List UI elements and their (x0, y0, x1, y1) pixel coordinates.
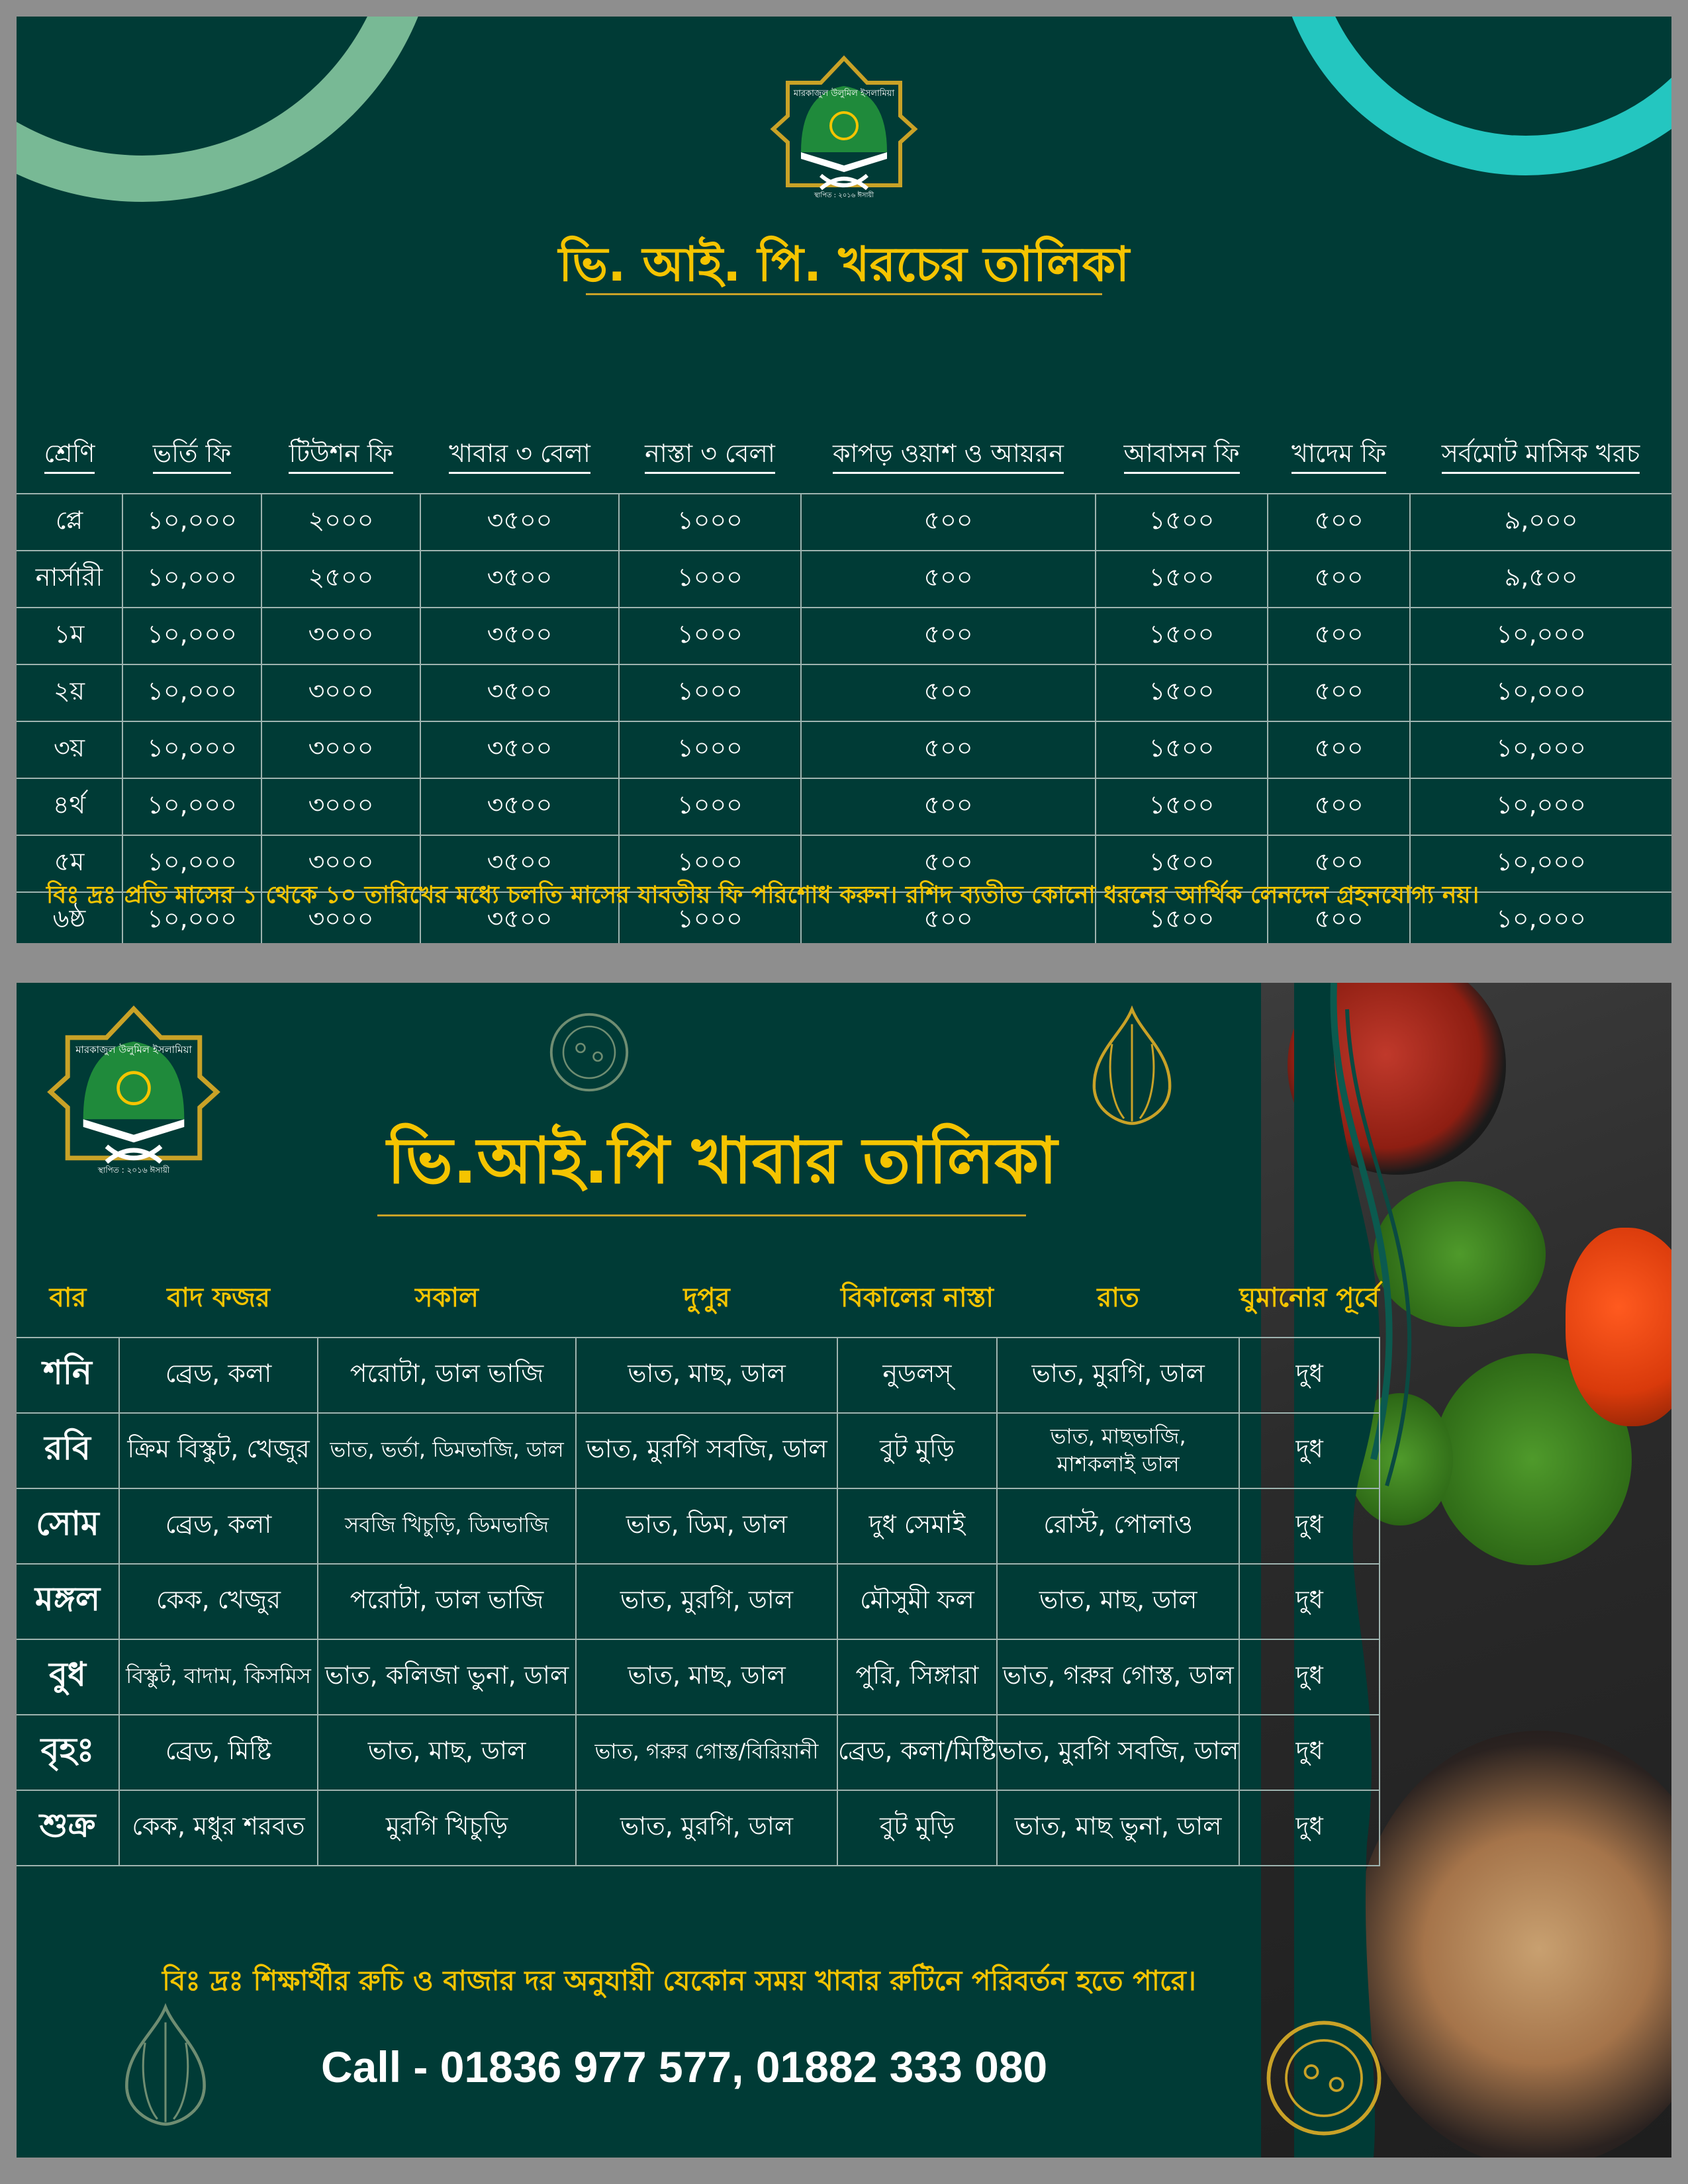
fee-cell: ১০,০০০ (1410, 608, 1671, 664)
meal-cell: দুধ (1239, 1413, 1379, 1488)
fee-cell: ২০০০ (261, 494, 420, 551)
class-name-cell: নার্সারী (17, 551, 122, 608)
day-name-cell: রবি (17, 1413, 119, 1488)
fee-cell: ১০০০ (619, 608, 801, 664)
garlic-outline-icon (1082, 1003, 1182, 1135)
fee-cell: ৫০০ (1268, 664, 1410, 721)
fee-cell: ৩৫০০ (420, 721, 619, 778)
fee-cell: ৫০০ (801, 551, 1096, 608)
fee-cell: ৩০০০ (261, 721, 420, 778)
meal-cell: ভাত, মাছ, ডাল (318, 1715, 576, 1790)
meal-cell: সবজি খিচুড়ি, ডিমভাজি (318, 1488, 576, 1564)
class-name-cell: ৪র্থ (17, 778, 122, 835)
meal-cell: দুধ (1239, 1790, 1379, 1866)
meal-cell: দুধ সেমাই (837, 1488, 997, 1564)
fee-cell: ৩০০০ (261, 892, 420, 943)
fee-table-row (17, 721, 1671, 778)
day-name-cell: বৃহঃ (17, 1715, 119, 1790)
meal-cell: ভাত, মুরগি, ডাল (576, 1564, 837, 1639)
fee-cell: ১০,০০০ (122, 892, 261, 943)
fee-cell: ৫০০ (801, 664, 1096, 721)
fee-cell: ১০,০০০ (122, 551, 261, 608)
meal-cell: দুধ (1239, 1488, 1379, 1564)
meal-cell: মুরগি খিচুড়ি (318, 1790, 576, 1866)
header-total-monthly: সর্বমোট মাসিক খরচ (1410, 410, 1671, 494)
meal-cell: রোস্ট, পোলাও (997, 1488, 1239, 1564)
meal-cell: দুধ (1239, 1564, 1379, 1639)
meal-cell: ভাত, ডিম, ডাল (576, 1488, 837, 1564)
fee-cell: ১০,০০০ (1410, 835, 1671, 892)
header-afternoon-snack: বিকালের নাস্তা (840, 1283, 994, 1313)
fee-cell: ১৫০০ (1096, 835, 1268, 892)
fee-cell: ১৫০০ (1096, 494, 1268, 551)
meal-cell: পরোটা, ডাল ভাজি (318, 1564, 576, 1639)
meal-cell: পুরি, সিঙ্গারা (837, 1639, 997, 1715)
logo-text: মারকাজুল উলুমিল ইসলামিয়া (793, 89, 895, 99)
meal-cell: ক্রিম বিস্কুট, খেজুর (119, 1413, 318, 1488)
day-name-cell: শনি (17, 1338, 119, 1413)
fee-cell: ৫০০ (1268, 892, 1410, 943)
class-name-cell: ৫ম (17, 835, 122, 892)
fee-cell: ৫০০ (1268, 494, 1410, 551)
header-laundry: কাপড় ওয়াশ ও আয়রন (801, 410, 1096, 494)
decorative-arc-right (1274, 17, 1671, 175)
meal-cell: ব্রেড, কলা/মিষ্টি (837, 1715, 997, 1790)
fee-cell: ৫০০ (801, 608, 1096, 664)
fee-cell: ৫০০ (801, 835, 1096, 892)
fee-cell: ৫০০ (1268, 608, 1410, 664)
header-before-sleep: ঘুমানোর পূর্বে (1239, 1283, 1380, 1313)
meal-cell: ভাত, মাছ, ডাল (576, 1639, 837, 1715)
day-name-cell: শুক্র (17, 1790, 119, 1866)
meal-cell: ভাত, মাছ ভুনা, ডাল (997, 1790, 1239, 1866)
fee-cell: ৩৫০০ (420, 494, 619, 551)
class-name-cell: ১ম (17, 608, 122, 664)
day-name-cell: সোম (17, 1488, 119, 1564)
fee-cell: ৩৫০০ (420, 664, 619, 721)
fee-cell: ৩০০০ (261, 778, 420, 835)
fee-cell: ৩৫০০ (420, 608, 619, 664)
fee-panel (17, 17, 1671, 943)
fee-cell: ১০০০ (619, 664, 801, 721)
meal-cell: কেক, খেজুর (119, 1564, 318, 1639)
header-meals: খাবার ৩ বেলা (420, 410, 619, 494)
fee-table-header (17, 410, 1671, 494)
fee-cell: ১৫০০ (1096, 778, 1268, 835)
header-servant-fee: খাদেম ফি (1268, 410, 1410, 494)
header-night: রাত (1097, 1283, 1139, 1313)
fee-cell: ১০০০ (619, 778, 801, 835)
meal-cell: ভাত, মুরগি সবজি, ডাল (997, 1715, 1239, 1790)
food-menu-table (17, 1261, 1380, 1866)
meal-cell: ভাত, মাছ, ডাল (997, 1564, 1239, 1639)
fee-cell: ৫০০ (1268, 551, 1410, 608)
fee-note: বিঃ দ্রঃ প্রতি মাসের ১ থেকে ১০ তারিখের মধ্যে চলতি মাসের যাবতীয় ফি পরিশোধ করুন। রশিদ ব্যতীত কোনো ধরনের আর্থিক লেনদেন গ্রহনযোগ্য নয়। (46, 882, 1479, 909)
fee-table (17, 410, 1671, 943)
logo-established: স্থাপিত : ২০১৬ ঈসায়ী (814, 192, 874, 199)
header-day: বার (49, 1283, 87, 1313)
class-name-cell: প্লে (17, 494, 122, 551)
meal-cell: ভাত, কলিজা ভুনা, ডাল (318, 1639, 576, 1715)
fee-title: ভি. আই. পি. খরচের তালিকা (558, 236, 1130, 292)
fee-cell: ৫০০ (801, 721, 1096, 778)
fee-cell: ১০,০০০ (122, 608, 261, 664)
fee-cell: ১০০০ (619, 551, 801, 608)
fee-cell: ৩৫০০ (420, 778, 619, 835)
meal-cell: নুডলস্ (837, 1338, 997, 1413)
header-housing-fee: আবাসন ফি (1096, 410, 1268, 494)
fee-cell: ৫০০ (801, 778, 1096, 835)
meal-cell: ভাত, ভর্তা, ডিমভাজি, ডাল (318, 1413, 576, 1488)
food-table-row (17, 1413, 1380, 1488)
fee-cell: ৫০০ (1268, 835, 1410, 892)
fee-cell: ১৫০০ (1096, 892, 1268, 943)
food-table-row (17, 1639, 1380, 1715)
header-noon: দুপুর (683, 1283, 730, 1313)
meal-cell: মৌসুমী ফল (837, 1564, 997, 1639)
meal-cell: ব্রেড, কলা (119, 1338, 318, 1413)
meal-cell: ভাত, মুরগি সবজি, ডাল (576, 1413, 837, 1488)
fee-cell: ১০০০ (619, 892, 801, 943)
food-note: বিঃ দ্রঃ শিক্ষার্থীর রুচি ও বাজার দর অনুযায়ী যেকোন সময় খাবার রুটিনে পরিবর্তন হতে পারে। (162, 1964, 1196, 1997)
food-title-underline (377, 1214, 1026, 1216)
fee-cell: ২৫০০ (261, 551, 420, 608)
fee-cell: ১৫০০ (1096, 721, 1268, 778)
tomato-outline-icon (546, 1009, 632, 1095)
meal-cell: বিস্কুট, বাদাম, কিসমিস (119, 1639, 318, 1715)
fee-cell: ৩০০০ (261, 835, 420, 892)
meal-cell: ভাত, মাছভাজি, মাশকলাই ডাল (997, 1413, 1239, 1488)
food-table-row (17, 1338, 1380, 1413)
fee-cell: ৩০০০ (261, 664, 420, 721)
meal-cell: বুট মুড়ি (837, 1413, 997, 1488)
fee-cell: ১০,০০০ (122, 778, 261, 835)
fee-table-row (17, 778, 1671, 835)
tomato-outline-icon (1261, 2015, 1387, 2141)
food-table-row (17, 1488, 1380, 1564)
fee-cell: ১০০০ (619, 494, 801, 551)
food-title: ভি.আই.পি খাবার তালিকা (387, 1124, 1058, 1198)
fee-cell: ১০,০০০ (1410, 778, 1671, 835)
header-admission-fee: ভর্তি ফি (122, 410, 261, 494)
meal-cell: ভাত, মুরগি, ডাল (576, 1790, 837, 1866)
logo-text: মারকাজুল উলুমিল ইসলামিয়া (75, 1044, 192, 1056)
fee-cell: ১০,০০০ (122, 494, 261, 551)
fee-cell: ১০,০০০ (122, 721, 261, 778)
fee-title-underline (586, 293, 1102, 295)
fee-cell: ১০,০০০ (122, 664, 261, 721)
fee-cell: ১০,০০০ (1410, 892, 1671, 943)
meal-cell: দুধ (1239, 1715, 1379, 1790)
fee-cell: ৫০০ (1268, 778, 1410, 835)
meal-cell: ব্রেড, মিষ্টি (119, 1715, 318, 1790)
fee-table-row (17, 494, 1671, 551)
fee-table-row (17, 608, 1671, 664)
fee-cell: ১০০০ (619, 721, 801, 778)
fee-cell: ১০,০০০ (1410, 664, 1671, 721)
food-panel (17, 983, 1671, 2158)
class-name-cell: ৬ষ্ঠ (17, 892, 122, 943)
header-class: শ্রেণি (17, 410, 122, 494)
header-tuition-fee: টিউশন ফি (261, 410, 420, 494)
fee-cell: ৩০০০ (261, 608, 420, 664)
logo-established: স্থাপিত : ২০১৬ ঈসায়ী (97, 1165, 170, 1175)
decorative-arc-left (17, 17, 440, 202)
fee-table-row (17, 551, 1671, 608)
fee-cell: ১৫০০ (1096, 608, 1268, 664)
institution-logo (768, 53, 920, 205)
day-name-cell: মঙ্গল (17, 1564, 119, 1639)
institution-logo (44, 1003, 223, 1181)
fee-cell: ১০,০০০ (122, 835, 261, 892)
day-name-cell: বুধ (17, 1639, 119, 1715)
header-morning: সকাল (415, 1283, 479, 1313)
contact-phone: Call - 01836 977 577, 01882 333 080 (321, 2042, 1048, 2091)
fee-cell: ১৫০০ (1096, 551, 1268, 608)
fee-cell: ৫০০ (801, 892, 1096, 943)
class-name-cell: ২য় (17, 664, 122, 721)
fee-cell: ৯,৫০০ (1410, 551, 1671, 608)
fee-table-row (17, 664, 1671, 721)
meal-cell: ভাত, মাছ, ডাল (576, 1338, 837, 1413)
header-snacks: নাস্তা ৩ বেলা (619, 410, 801, 494)
meal-cell: ভাত, মুরগি, ডাল (997, 1338, 1239, 1413)
meal-cell: ভাত, গরুর গোস্ত, ডাল (997, 1639, 1239, 1715)
meal-cell: দুধ (1239, 1338, 1379, 1413)
fee-cell: ৫০০ (1268, 721, 1410, 778)
meal-cell: ভাত, গরুর গোস্ত/বিরিয়ানী (576, 1715, 837, 1790)
header-after-fajr: বাদ ফজর (167, 1283, 270, 1313)
fee-cell: ১৫০০ (1096, 664, 1268, 721)
meal-cell: ব্রেড, কলা (119, 1488, 318, 1564)
meal-cell: পরোটা, ডাল ভাজি (318, 1338, 576, 1413)
garlic-outline-icon (109, 2002, 222, 2134)
class-name-cell: ৩য় (17, 721, 122, 778)
meal-cell: বুট মুড়ি (837, 1790, 997, 1866)
food-table-row (17, 1564, 1380, 1639)
fee-cell: ১০,০০০ (1410, 721, 1671, 778)
food-table-row (17, 1790, 1380, 1866)
fee-cell: ৩৫০০ (420, 892, 619, 943)
fee-cell: ৩৫০০ (420, 835, 619, 892)
fee-cell: ৩৫০০ (420, 551, 619, 608)
fee-cell: ১০০০ (619, 835, 801, 892)
food-table-header (17, 1261, 1380, 1338)
meal-cell: কেক, মধুর শরবত (119, 1790, 318, 1866)
meal-cell: দুধ (1239, 1639, 1379, 1715)
fee-cell: ৯,০০০ (1410, 494, 1671, 551)
food-table-row (17, 1715, 1380, 1790)
fee-cell: ৫০০ (801, 494, 1096, 551)
